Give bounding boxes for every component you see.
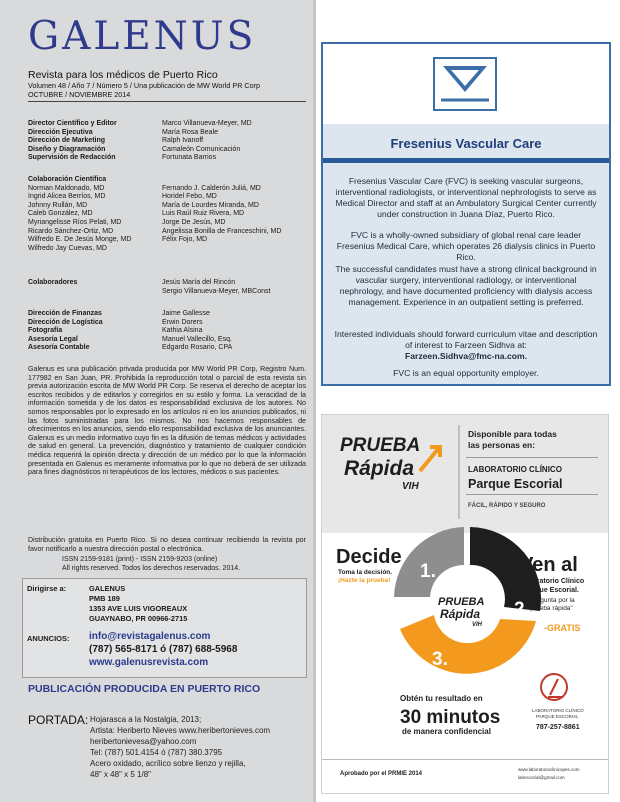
staff-name: María Rosa Beale — [162, 128, 219, 136]
venal-heading: Ven al — [520, 554, 578, 576]
prueba-text: "prueba rápida" — [528, 605, 573, 612]
staff-name: Camaleón Comunicación — [162, 145, 241, 153]
prueba-text: Obtén tu resultado en — [400, 694, 483, 703]
colaborador-name: Sergio Villanueva-Meyer, MBConst — [162, 287, 271, 295]
ads-email-link[interactable]: info@revistagalenus.com — [89, 631, 211, 642]
colaborador-name: Johnny Rullán, MD — [28, 201, 88, 209]
prueba-text: Aprobado por el PRMIE 2014 — [340, 771, 423, 777]
volume-line: Volumen 48 / Año 7 / Número 5 / Una publicación de MW World PR Corp — [28, 81, 260, 90]
prueba-text: FÁCIL, RÁPIDO Y SEGURO — [468, 503, 546, 509]
colaborador-name: Wilfredo E. De Jesús Monge, MD — [28, 236, 132, 244]
publication-line: PUBLICACIÓN PRODUCIDA EN PUERTO RICO — [28, 683, 261, 695]
fresenius-logo-icon — [323, 44, 609, 124]
colaborador-name: Ingrid Alicea Berríos, MD — [28, 193, 106, 201]
fresenius-paragraph: FVC is an equal opportunity employer. — [393, 368, 539, 378]
contact-box — [22, 578, 307, 678]
staff-role: Diseño y Diagramación — [28, 145, 106, 153]
lab-phone: 787-257-8861 — [536, 724, 580, 731]
staff-name: Marco Villanueva-Meyer, MD — [162, 120, 252, 127]
prueba-text: Disponible para todas — [468, 429, 557, 439]
colaborador-name: María de Lourdes Miranda, MD — [162, 201, 259, 209]
staff-role: Dirección de Logística — [28, 318, 103, 326]
fresenius-paragraph: Interested individuals should forward curriculum vitae and description of interest to Farzeen Sidhva at: — [334, 329, 598, 350]
staff-role: Dirección Ejecutiva — [28, 128, 93, 136]
magazine-subtitle: Revista para los médicos de Puerto Rico — [28, 69, 218, 81]
step-number: 3. — [432, 649, 448, 670]
staff-name: Kathia Alsina — [162, 327, 203, 335]
staff-name: Edgardo Rosario, CPA — [162, 344, 233, 352]
portada-line: Tel: (787) 501.4154 ó (787) 380.3795 — [90, 748, 223, 757]
prueba-logo-text: VIH — [402, 481, 419, 492]
staff-role: Director Científico y Editor — [28, 120, 117, 127]
prueba-web: www.laboratorioclinicopes.com — [518, 767, 580, 772]
staff-name: Jaime Gallesse — [162, 310, 210, 317]
colaborador-name: Myriangelisse Ríos Pelati, MD — [28, 218, 122, 226]
address-line: PMB 189 — [89, 594, 120, 603]
colaborador-name: Wilfredo Jay Cuevas, MD — [28, 244, 107, 252]
portada-line: Hojarasca a la Nostalgia, 2013; — [90, 715, 202, 724]
prueba-text: ¡Hazte la prueba! — [338, 577, 391, 584]
gratis-label: -GRATIS — [544, 623, 581, 633]
prueba-center-logo: VIH — [472, 622, 483, 628]
staff-role: Dirección de Finanzas — [28, 310, 102, 317]
portada-label: PORTADA: — [28, 713, 89, 727]
prueba-center-logo: PRUEBA — [438, 596, 485, 608]
rights-line: All rights reserved. Todos los derechos reservados. 2014. — [62, 565, 241, 572]
colaborador-name: Horidel Febo, MD — [162, 193, 217, 201]
staff-role: Fotografía — [28, 327, 63, 335]
ads-label: ANUNCIOS: — [27, 634, 70, 643]
prueba-rapida-artwork — [322, 415, 608, 793]
staff-name: Fortunata Barrios — [162, 154, 217, 162]
prueba-text: LABORATORIO CLÍNICO — [468, 465, 562, 474]
colaboracion-heading: Colaboración Científica — [28, 176, 107, 183]
portada-line: 48" x 48" x 5 1/8" — [90, 770, 151, 779]
prueba-logo-text: Rápida — [344, 457, 415, 480]
fresenius-paragraph: FVC is a wholly-owned subsidiary of global renal care leader Fresenius Medical Care, which operates 26 dialysis clinics in Puerto Rico. — [336, 230, 596, 262]
divider-rule — [28, 101, 306, 102]
staff-role: Asesoría Contable — [28, 344, 90, 352]
staff-name: Manuel Vallecillo, Esq. — [162, 335, 232, 343]
staff-name: Ralph Ivanoff — [162, 137, 204, 145]
fresenius-email-link[interactable]: Farzeen.Sidhva@fmc-na.com. — [404, 351, 528, 361]
staff-role: Supervisión de Redacción — [28, 154, 116, 162]
staff-role: Asesoría Legal — [28, 335, 78, 343]
prueba-text: Parque Escorial. — [524, 587, 579, 594]
cycle-segment-3 — [400, 615, 536, 674]
distribution-note: Distribución gratuita en Puerto Rico. Si no desea continuar recibiendo la revista por favor notifícarlo a nuestra dirección postal o electrónica. — [28, 536, 306, 553]
address-line: GALENUS — [89, 584, 126, 593]
fresenius-rule — [323, 158, 609, 163]
colaborador-name: Félix Fojo, MD — [162, 236, 208, 244]
prueba-text: las personas en: — [468, 440, 536, 450]
portada-line: Acero oxidado, acrílico sobre lienzo y rejilla, — [90, 759, 246, 768]
website-link[interactable]: www.galenusrevista.com — [89, 657, 209, 668]
prueba-text: de manera confidencial — [402, 727, 491, 736]
portada-line: Artista: Heriberto Nieves www.heribertonieves.com — [90, 726, 271, 735]
portada-line: heribertonievesa@yahoo.com — [90, 737, 197, 746]
colaborador-name: Angelissa Bonilla de Franceschini, MD — [162, 227, 282, 235]
colaborador-name: Luis Raúl Ruiz Rivera, MD — [162, 210, 245, 218]
prueba-logo-text: PRUEBA — [340, 435, 421, 456]
fresenius-paragraph: The successful candidates must have a strong clinical background in vascular surgery, interventional radiology, or interventional nephrology, and have documented proficiency with dialysis access management. Experience in an outpatient setting is preferred. — [335, 264, 597, 307]
fresenius-brand: Fresenius Vascular Care — [390, 136, 542, 151]
issn-line: ISSN 2159-9181 (print) - ISSN 2159-9203 (online) — [62, 556, 218, 563]
fresenius-ad — [321, 42, 611, 386]
ads-phones: (787) 565-8171 ó (787) 688-5968 — [89, 644, 238, 655]
prueba-text: LABORATORIO CLÍNICO — [532, 708, 584, 713]
prueba-rapida-ad — [321, 414, 609, 794]
address-line: 1353 AVE LUIS VIGOREAUX — [89, 604, 188, 613]
colaborador-name: Fernando J. Calderón Juliá, MD — [162, 184, 261, 192]
fresenius-header — [323, 44, 609, 124]
prueba-text: Toma la decisión. — [338, 569, 393, 576]
staff-role: Dirección de Marketing — [28, 137, 106, 145]
prueba-text: Parque Escorial — [468, 477, 563, 491]
minutos-heading: 30 minutos — [400, 707, 501, 728]
address-line: GUAYNABO, PR 00966-2715 — [89, 614, 188, 623]
prueba-text: Laboratorio Clínico — [520, 578, 585, 585]
colaborador-name: Jorge De Jesús, MD — [162, 218, 226, 226]
prueba-web: labescorial@gmail.com — [518, 775, 565, 780]
colaborador-name: Caleb González, MD — [28, 210, 93, 218]
step-number: 2. — [514, 599, 530, 620]
legal-disclaimer: Galenus es una publicación privada producida por MW World PR Corp, Registro Num. 177982 en San Juan, PR. Prohibida la reproducción total o parcial de esta revista sin previa autorización escrita de MW World PR Corp. Se reserva el derecho de aceptar los escritos recibidos y de editarlos y corregirlos en su estilo y forma. La veracidad de la información sometida y de los datos es responsabilidad exclusiva de los autores. No somos responsables por lo expresado en los artículos ni en los anuncios publicados, ni las fotos suministradas para los mismos. No nos hacemos responsables de ofrecimientos en los anuncios, siendo ello responsabilidad exclusiva de los anunciantes. Galenus es un medio informativo cuyo fin es la difusión de temas médicos y actividades de salud en general. La prevención, diagnóstico y tratamiento de cualquier condición médica requerirá la opinión directa y dirección de un médico por lo que la información presentada en Galenus es meramente informativa por lo que no deberá de ser utilizada para fines diagnósticos ni terapéuticos de los lectores, médicos o sus pacientes. — [28, 365, 306, 477]
fresenius-paragraph: Fresenius Vascular Care (FVC) is seeking vascular surgeons, interventional radiologists, or interventional nephrologists to serve as Medical Director and staff at an Ambulatory Surgical Center currently under construction in Juana Díaz, Puerto Rico. — [335, 176, 597, 219]
address-label: Dirigirse a: — [27, 584, 67, 593]
staff-name: Erwin Dorers — [162, 318, 203, 326]
prueba-text: -Pregunta por la — [528, 597, 575, 604]
colaborador-name: Ricardo Sánchez-Ortiz, MD — [28, 227, 114, 235]
step-number: 1. — [420, 561, 436, 582]
magazine-logo: GALENUS — [28, 14, 257, 59]
issue-date: OCTUBRE / NOVIEMBRE 2014 — [28, 90, 131, 99]
colaboradores-label: Colaboradores — [28, 279, 78, 286]
colaborador-name: Norman Maldonado, MD — [28, 184, 105, 192]
prueba-text: PARQUE ESCORIAL — [536, 714, 579, 719]
colaborador-name: Jesús María del Rincón — [162, 279, 236, 286]
decide-heading: Decide — [336, 546, 402, 568]
prueba-center-logo: Rápida — [440, 607, 481, 621]
